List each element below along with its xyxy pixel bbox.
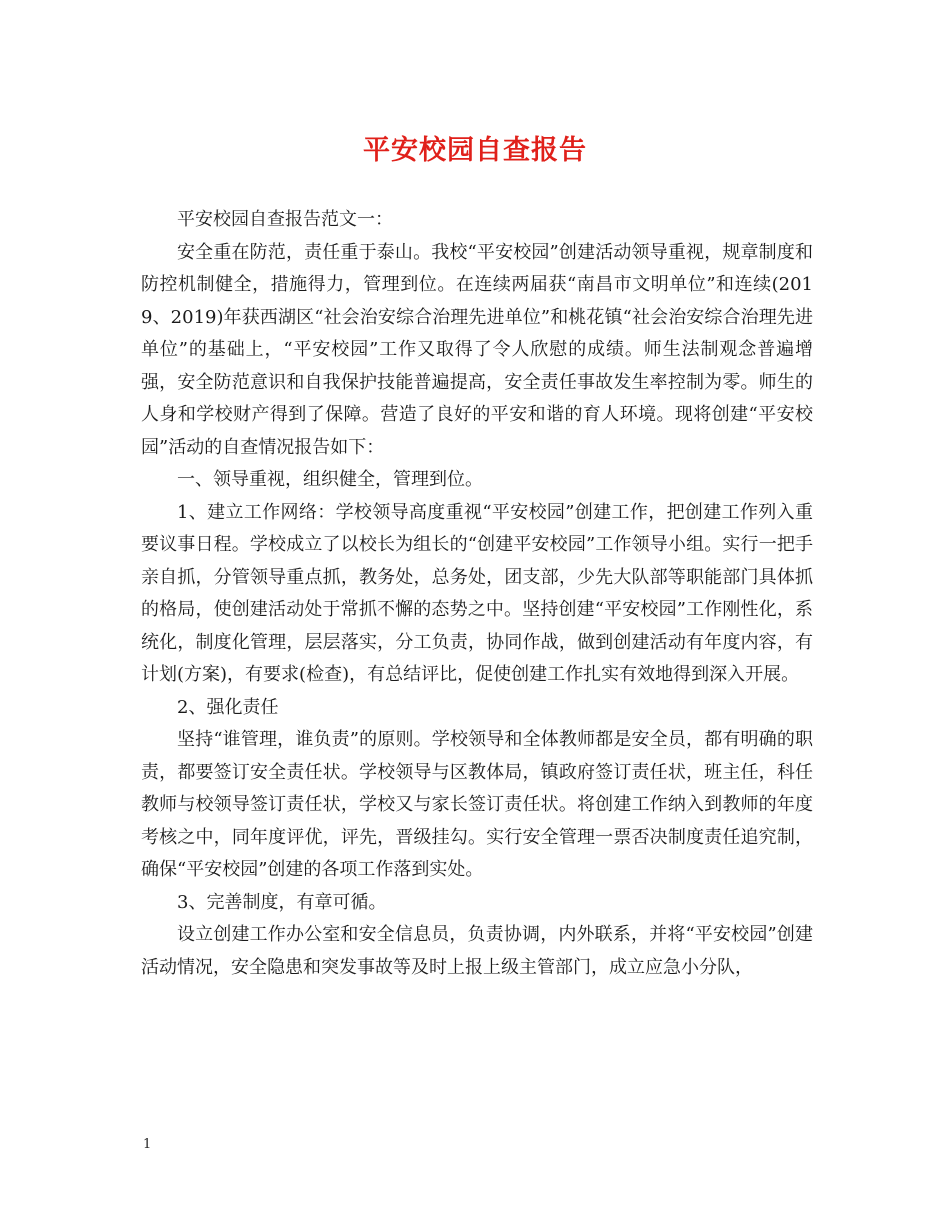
- paragraph-work-network: 1、建立工作网络：学校领导高度重视“平安校园”创建工作，把创建工作列入重要议事日程。学校成立了以校长为组长的“创建平安校园”工作领导小组。实行一把手亲自抓，分管领导重点抓，教务处，总务处，团支部，少先大队部等职能部门具体抓的格局，使创建活动处于常抓不懈的态势之中。坚持创建“平安校园”工作刚性化，系统化，制度化管理，层层落实，分工负责，协同作战，做到创建活动有年度内容，有计划(方案)，有要求(检查)，有总结评比，促使创建工作扎实有效地得到深入开展。: [141, 501, 813, 685]
- subheading-regulations: 3、完善制度，有章可循。: [177, 891, 387, 913]
- paragraph-intro-heading: 平安校园自查报告范文一：: [177, 209, 393, 230]
- paragraph-regulations: 设立创建工作办公室和安全信息员，负责协调，内外联系，并将“平安校园”创建活动情况，安全隐患和突发事故等及时上报上级主管部门，成立应急小分队，: [141, 924, 813, 978]
- page-number: 1: [143, 1137, 152, 1152]
- document-body: [141, 204, 813, 984]
- document-title: 平安校园自查报告: [363, 135, 587, 166]
- paragraph-overview: 安全重在防范，责任重于泰山。我校“平安校园”创建活动领导重视，规章制度和防控机制健全，措施得力，管理到位。在连续两届获“南昌市文明单位”和连续(2019、2019)年获西湖区“社会治安综合治理先进单位”和桃花镇“社会治安综合治理先进单位”的基础上，“平安校园”工作又取得了令人欣慰的成绩。师生法制观念普遍增强，安全防范意识和自我保护技能普遍提高，安全责任事故发生率控制为零。师生的人身和学校财产得到了保障。营造了良好的平安和谐的育人环境。现将创建“平安校园”活动的自查情况报告如下：: [141, 241, 813, 458]
- paragraph-responsibility: 坚持“谁管理，谁负责”的原则。学校领导和全体教师都是安全员，都有明确的职责，都要签订安全责任状。学校领导与区教体局，镇政府签订责任状，班主任，科任教师与校领导签订责任状，学校又与家长签订责任状。将创建工作纳入到教师的年度考核之中，同年度评优，评先，晋级挂勾。实行安全管理一票否决制度责任追究制，确保“平安校园”创建的各项工作落到实处。: [141, 729, 813, 880]
- section-heading-leadership: 一、领导重视，组织健全，管理到位。: [177, 469, 483, 490]
- subheading-responsibility: 2、强化责任: [177, 696, 279, 718]
